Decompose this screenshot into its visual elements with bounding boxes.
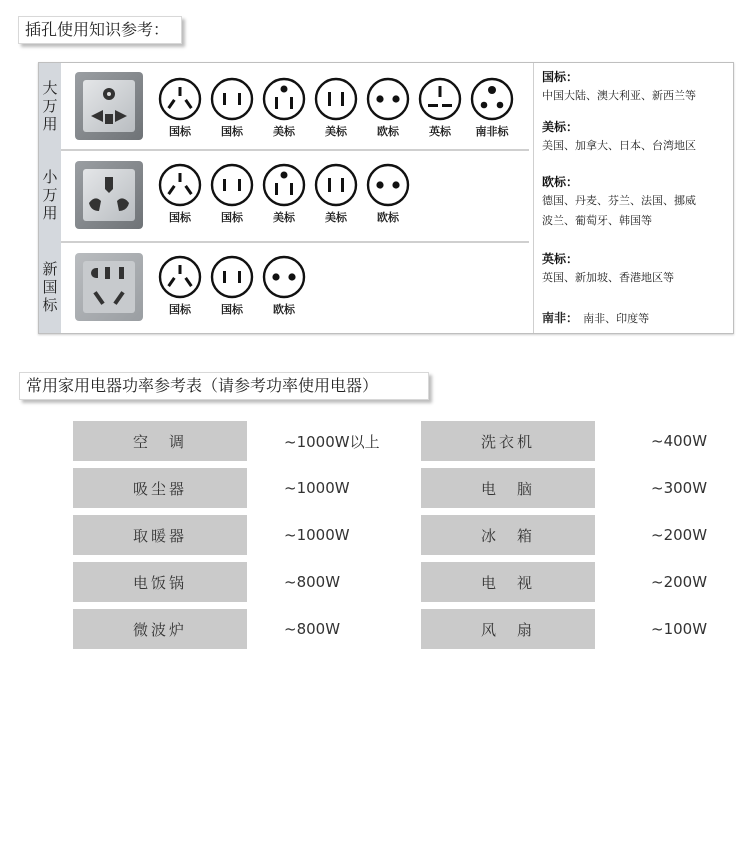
plug-label: 国标: [169, 125, 191, 138]
appliance-name: 微波炉: [73, 609, 247, 649]
appliance-power: ~1000W以上: [284, 432, 380, 451]
appliance-power: ~1000W: [284, 479, 350, 497]
region-countries: 德国、丹麦、芬兰、法国、挪威: [542, 194, 696, 207]
plug-label: 美标: [325, 125, 347, 138]
appliance-power: ~300W: [651, 479, 708, 497]
appliance-name: 空 调: [73, 421, 247, 461]
appliance-power: ~100W: [651, 620, 708, 638]
plug-type-cn2: [209, 255, 255, 317]
appliance-name: 电 视: [421, 562, 595, 602]
plug-label: 国标: [169, 303, 191, 316]
row-label: 小 万 用: [39, 149, 61, 241]
plug-us3-icon: [262, 77, 306, 121]
plug-label: 欧标: [273, 303, 295, 316]
appliance-name: 取暖器: [73, 515, 247, 555]
appliance-name: 风 扇: [421, 609, 595, 649]
appliance-name: 洗衣机: [421, 421, 595, 461]
plug-type-cn3: [157, 77, 203, 139]
region-name: 南非：: [542, 311, 579, 325]
region-countries: 波兰、葡萄牙、韩国等: [542, 214, 652, 227]
plug-label: 国标: [221, 211, 243, 224]
plug-type-us2: [313, 77, 359, 139]
appliance-name: 冰 箱: [421, 515, 595, 555]
plug-type-uk: [417, 77, 463, 139]
region-name: 欧标：: [542, 175, 579, 189]
plug-eu-icon: [366, 77, 410, 121]
plug-type-cn3: [157, 255, 203, 317]
plug-type-za: [469, 77, 515, 139]
power-reference-title: 常用家用电器功率参考表（请参考功率使用电器）: [19, 372, 429, 400]
plug-cn3-icon: [158, 255, 202, 299]
plug-type-cn3: [157, 163, 203, 225]
region-countries: 美国、加拿大、日本、台湾地区: [542, 139, 696, 152]
region-us: [542, 119, 729, 157]
plug-label: 美标: [273, 211, 295, 224]
region-countries: 英国、新加坡、香港地区等: [542, 271, 674, 284]
plug-cn2-icon: [210, 77, 254, 121]
region-name: 国标：: [542, 70, 579, 84]
plug-uk-icon: [418, 77, 462, 121]
plug-label: 南非标: [475, 125, 509, 138]
region-name: 美标：: [542, 120, 579, 134]
plug-row-new-national: [39, 241, 529, 333]
appliance-power: ~800W: [284, 573, 341, 591]
plug-knowledge-title: 插孔使用知识参考：: [18, 16, 182, 44]
appliance-power: ~400W: [651, 432, 708, 450]
plug-cn2-icon: [210, 255, 254, 299]
plug-label: 国标: [169, 211, 191, 224]
plug-cn3-icon: [158, 163, 202, 207]
plug-eu-icon: [262, 255, 306, 299]
row-label: 新 国 标: [39, 241, 61, 333]
row-label: 大 万 用: [39, 63, 61, 149]
plug-label: 美标: [325, 211, 347, 224]
plug-cn3-icon: [158, 77, 202, 121]
plug-type-cn2: [209, 77, 255, 139]
plug-type-us3: [261, 163, 307, 225]
plug-us2-icon: [314, 163, 358, 207]
plug-label: 欧标: [377, 211, 399, 224]
plug-row-small-universal: [39, 149, 529, 243]
region-name: 英标：: [542, 252, 579, 266]
plug-type-us3: [261, 77, 307, 139]
universal-socket-small-image: [75, 161, 143, 229]
plug-cn2-icon: [210, 163, 254, 207]
plug-type-cn2: [209, 163, 255, 225]
universal-socket-large-image: [75, 72, 143, 140]
plug-za-icon: [470, 77, 514, 121]
region-za: [542, 307, 729, 330]
appliance-power: ~1000W: [284, 526, 350, 544]
plug-type-us2: [313, 163, 359, 225]
plug-row-large-universal: [39, 63, 529, 151]
plug-label: 国标: [221, 125, 243, 138]
appliance-power: ~200W: [651, 573, 708, 591]
region-uk: [542, 251, 729, 289]
plug-label: 英标: [429, 125, 451, 138]
region-eu: [542, 174, 729, 232]
plug-eu-icon: [366, 163, 410, 207]
plug-reference-panel: [38, 62, 734, 334]
appliance-name: 电饭锅: [73, 562, 247, 602]
plug-type-eu: [261, 255, 307, 317]
plug-label: 美标: [273, 125, 295, 138]
plug-type-eu: [365, 163, 411, 225]
plug-us2-icon: [314, 77, 358, 121]
region-countries: 南非、印度等: [583, 312, 650, 325]
plug-type-eu: [365, 77, 411, 139]
new-national-socket-image: [75, 253, 143, 321]
region-countries: 中国大陆、澳大利亚、新西兰等: [542, 89, 696, 102]
plug-label: 欧标: [377, 125, 399, 138]
appliance-name: 电 脑: [421, 468, 595, 508]
appliance-power: ~800W: [284, 620, 341, 638]
plug-label: 国标: [221, 303, 243, 316]
appliance-name: 吸尘器: [73, 468, 247, 508]
plug-us3-icon: [262, 163, 306, 207]
region-cn: [542, 69, 729, 107]
appliance-power: ~200W: [651, 526, 708, 544]
region-legend: [533, 63, 733, 333]
